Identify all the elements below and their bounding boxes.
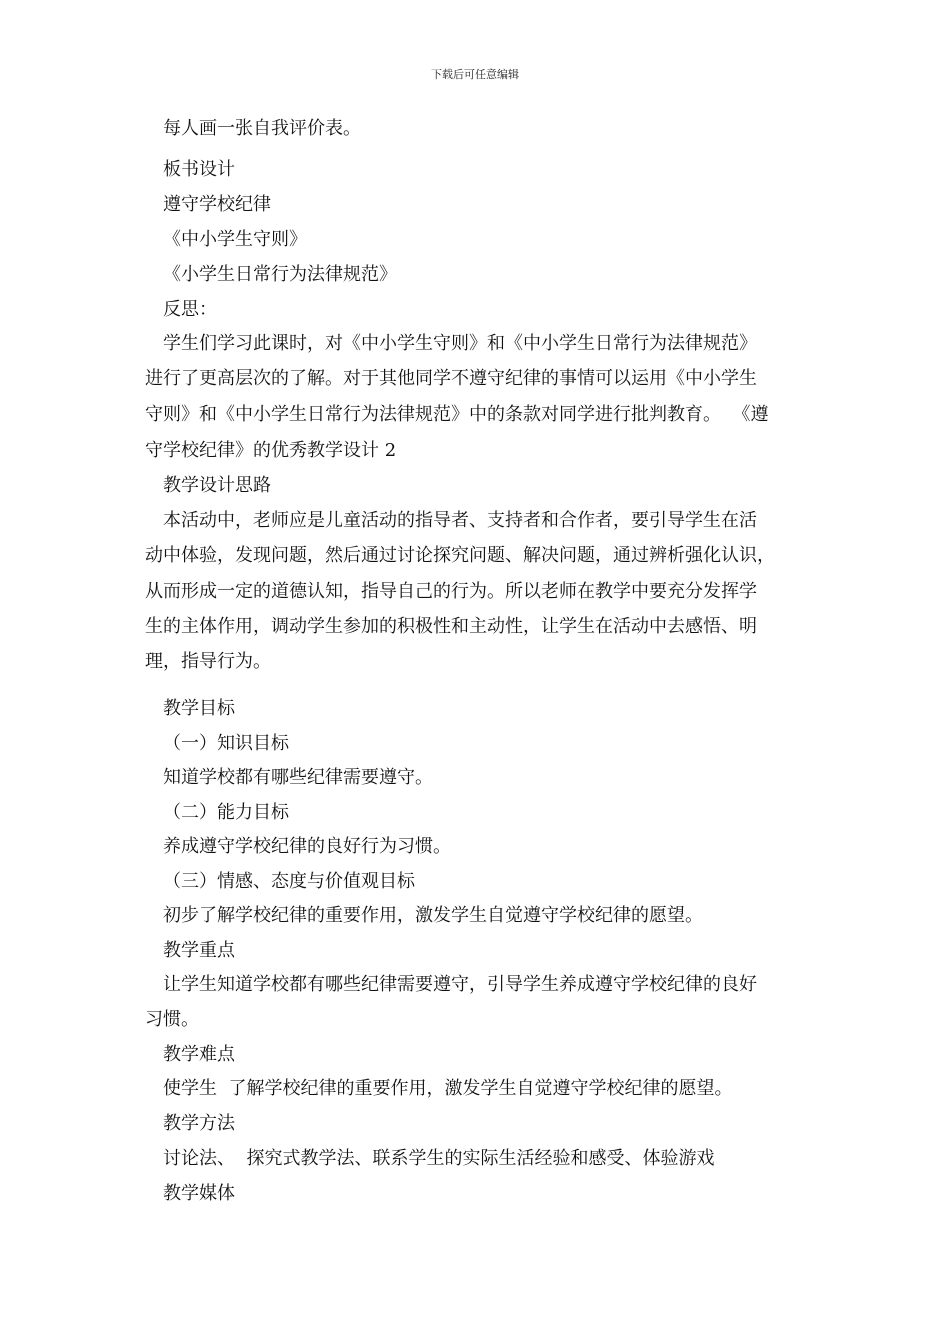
paragraph-line: 动中体验，发现问题，然后通过讨论探究问题、解决问题，通过辨析强化认识， xyxy=(145,545,775,566)
paragraph-line: 进行了更高层次的了解。对于其他同学不遵守纪律的事情可以运用《中小学生 xyxy=(145,368,757,389)
text-line: 初步了解学校纪律的重要作用，激发学生自觉遵守学校纪律的愿望。 xyxy=(163,905,703,926)
section-heading: 教学媒体 xyxy=(163,1183,235,1204)
subheading: （一）知识目标 xyxy=(163,733,289,754)
subheading: （三）情感、态度与价值观目标 xyxy=(163,871,415,892)
text-line: 每人画一张自我评价表。 xyxy=(163,118,361,139)
paragraph-line: 本活动中，老师应是儿童活动的指导者、支持者和合作者，要引导学生在活 xyxy=(163,510,757,531)
text-line: 养成遵守学校纪律的良好行为习惯。 xyxy=(163,836,451,857)
text-line: 知道学校都有哪些纪律需要遵守。 xyxy=(163,767,433,788)
section-heading: 教学重点 xyxy=(163,940,235,961)
paragraph-line: 理，指导行为。 xyxy=(145,651,271,672)
text-line: 使学生 了解学校纪律的重要作用，激发学生自觉遵守学校纪律的愿望。 xyxy=(163,1078,733,1099)
section-heading: 教学目标 xyxy=(163,698,235,719)
paragraph-line: 从而形成一定的道德认知，指导自己的行为。所以老师在教学中要充分发挥学 xyxy=(145,581,757,602)
text-line: 讨论法、 探究式教学法、联系学生的实际生活经验和感受、体验游戏 xyxy=(163,1148,715,1169)
text-line: 《小学生日常行为法律规范》 xyxy=(163,264,397,285)
section-heading: 教学设计思路 xyxy=(163,475,271,496)
paragraph-line: 让学生知道学校都有哪些纪律需要遵守，引导学生养成遵守学校纪律的良好 xyxy=(163,974,757,995)
section-heading: 教学难点 xyxy=(163,1044,235,1065)
section-heading: 教学方法 xyxy=(163,1113,235,1134)
paragraph-line: 生的主体作用，调动学生参加的积极性和主动性，让学生在活动中去感悟、明 xyxy=(145,616,757,637)
paragraph-line: 习惯。 xyxy=(145,1009,199,1030)
paragraph-line: 守学校纪律》的优秀教学设计 2 xyxy=(145,440,397,461)
section-heading: 反思： xyxy=(163,299,217,320)
text-line: 《中小学生守则》 xyxy=(163,229,307,250)
paragraph-line: 守则》和《中小学生日常行为法律规范》中的条款对同学进行批判教育。 《遵 xyxy=(145,404,769,425)
subheading: （二）能力目标 xyxy=(163,802,289,823)
page-header: 下载后可任意编辑 xyxy=(431,68,519,81)
section-heading: 板书设计 xyxy=(163,159,235,180)
text-line: 遵守学校纪律 xyxy=(163,194,271,215)
paragraph-line: 学生们学习此课时，对《中小学生守则》和《中小学生日常行为法律规范》 xyxy=(163,333,757,354)
